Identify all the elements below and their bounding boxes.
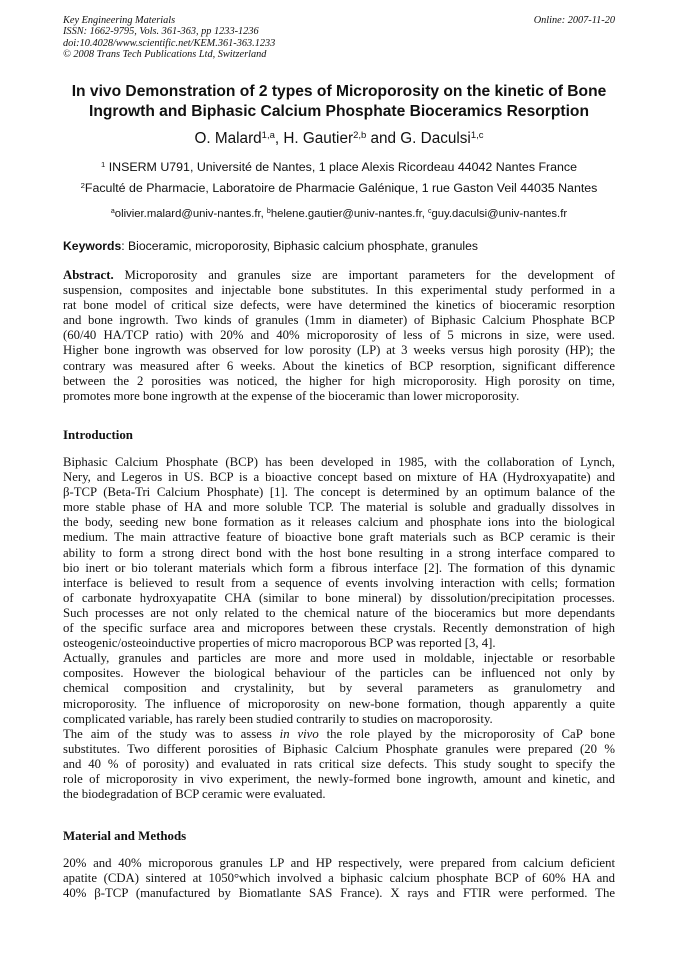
intro-line: more stable phase of HA and more soluble TCP. The material is soluble and gradually dissolves in <box>63 500 615 515</box>
intro-line <box>63 727 615 742</box>
intro-line: of the specific surface area and micropores between these crystals. Recently demonstration of high <box>63 621 615 636</box>
affiliation-2 <box>40 181 638 196</box>
copyright-line: © 2008 Trans Tech Publications Ltd, Switzerland <box>63 49 267 61</box>
email-mark: a <box>110 208 115 216</box>
intro-line: ability to form a strong direct bond with the host bone resulting in a strong interface compared to <box>63 545 615 560</box>
author-affil-mark: 1,a <box>261 129 275 141</box>
aim-text: The aim of the study was to assess <box>63 726 280 741</box>
abstract-line: promotes more bone ingrowth at the expense of the bioceramic than lower microporosity. <box>63 388 520 403</box>
intro-line: medium. The main attractive feature of bioactive bone graft materials such as BCP ceramic is their <box>63 530 615 545</box>
paper-title <box>58 82 620 122</box>
methods-line: apatite (CDA) sintered at 1050°which involved a biphasic calcium phosphate BCP of 60% HA and <box>63 871 615 886</box>
abstract-line: (60/40 HA/TCP ratio) with 20% and 40% microporosity of less of 5 microns in size, were used. <box>63 328 615 343</box>
journal-name: Key Engineering Materials <box>63 15 176 26</box>
abstract-line: rat bone model of critical size defects, were have determined the kinetics of bioceramic resorption <box>63 298 615 313</box>
intro-line: osteogenic/osteoinductive properties of micro macroporous BCP was reported [3, 4]. <box>63 636 496 651</box>
intro-line: of carbonate hydroxyapatite CHA (similar to bone mineral) by dissolution/precipitation processes. <box>63 590 615 605</box>
author-list <box>40 130 638 148</box>
abstract-line: suspension, composites and injectable bone substitutes. In this experimental study performed in a <box>63 283 615 298</box>
intro-line: role of microporosity in vivo experiment, the newly-formed bone ingrowth, amount and kinetic, and <box>63 771 615 786</box>
online-date: Online: 2007-11-20 <box>533 15 615 26</box>
intro-line: chemical composition and crystalinity, but by several parameters as granulometry and <box>63 681 615 696</box>
abstract <box>63 268 615 404</box>
section-heading-methods: Material and Methods <box>63 829 187 843</box>
aim-italic: in vivo <box>279 726 319 741</box>
abstract-text: Microporosity and granules size are important parameters for the development of <box>113 268 615 282</box>
author-emails <box>40 207 638 221</box>
affil-mark: 1 <box>100 159 106 169</box>
keywords <box>63 239 623 254</box>
abstract-line <box>63 268 615 283</box>
aim-text-rest: the role played by the microporosity of CaP bone <box>318 726 615 741</box>
author-separator: , <box>274 130 284 147</box>
intro-line: complicated variable, has rarely been studied contrarily to studies on macroporosity. <box>63 711 493 726</box>
email-address: guy.daculsi@univ-nantes.fr <box>431 208 568 220</box>
issn-line: ISSN: 1662-9795, Vols. 361-363, pp 1233-1236 <box>63 26 259 38</box>
intro-line: and 40 % of porosity) and evaluated in rats critical size defects. This study sought to specify the <box>63 756 615 771</box>
intro-line: Nery, and Legeros in US. BCP is a bioactive concept based on mixture of HA (Hydroxyapatite) and <box>63 470 615 485</box>
journal-header <box>63 15 615 61</box>
author-name: G. Daculsi <box>400 130 471 147</box>
intro-line: Such processes are not only related to the chemical nature of the bioceramics but more dependants <box>63 605 615 620</box>
author-affil-mark: 1,c <box>470 129 484 141</box>
intro-line: Biphasic Calcium Phosphate (BCP) has been developed in 1985, with the collaboration of Lynch, <box>63 455 615 469</box>
methods-line: 40% β-TCP (manufactured by Biomatlante SAS France). X rays and FTIR were performed. The <box>63 886 615 901</box>
author-name: O. Malard <box>194 130 262 147</box>
author-name: H. Gautier <box>283 130 354 147</box>
title-line: Ingrowth and Biphasic Calcium Phosphate Bioceramics Resorption <box>89 103 589 120</box>
keywords-label: Keywords <box>63 239 122 253</box>
author-separator: and <box>366 130 401 147</box>
intro-line: composites. However the biological behaviour of the particles can be influenced not only by <box>63 666 615 681</box>
email-mark: b <box>266 208 271 216</box>
affil-text: INSERM U791, Université de Nantes, 1 place Alexis Ricordeau 44042 Nantes France <box>105 160 578 174</box>
title-line: In vivo Demonstration of 2 types of Microporosity on the kinetic of Bone <box>71 83 607 100</box>
introduction-body <box>63 455 615 802</box>
abstract-label: Abstract. <box>63 268 114 282</box>
abstract-line: and bone ingrowth. Two kinds of granules (1mm in diameter) of Biphasic Calcium Phosphate BCP <box>63 313 615 328</box>
abstract-line: between the 2 porosities was noticed, the higher for high microporosity. High porosity on time, <box>63 373 615 388</box>
email-address: helene.gautier@univ-nantes.fr, <box>270 208 428 220</box>
abstract-line: Higher bone ingrowth was observed for low porosity (LP) at 3 weeks versus high porosity (HP); the <box>63 343 615 358</box>
intro-line: the biodegradation of BCP ceramic were evaluated. <box>63 787 326 802</box>
intro-line: interface is believed to result from a sequence of events involving interaction with cells; formation <box>63 575 615 590</box>
email-address: olivier.malard@univ-nantes.fr, <box>114 208 267 220</box>
intro-line: the body, seeding new bone formation as it releases calcium and phosphate ions into the biological <box>63 515 615 530</box>
author-affil-mark: 2,b <box>353 129 367 141</box>
keywords-text: : Bioceramic, microporosity, Biphasic calcium phosphate, granules <box>121 239 479 253</box>
affiliation-1 <box>40 160 638 175</box>
section-heading-introduction: Introduction <box>63 428 133 442</box>
email-mark: c <box>428 208 432 216</box>
affil-text: Faculté de Pharmacie, Laboratoire de Pharmacie Galénique, 1 rue Gaston Veil 44035 Nantes <box>84 181 598 195</box>
intro-line: microporosity. The influence of microporosity on new-bone formation, though apparently a quite <box>63 696 615 711</box>
doi-line: doi:10.4028/www.scientific.net/KEM.361-363.1233 <box>63 37 276 49</box>
intro-line: Actually, granules and particles are more and more used in moldable, injectable or resorbable <box>63 651 615 666</box>
abstract-line: contrary was measured after 6 weeks. About the kinetics of BCP resorption, significant difference <box>63 358 615 373</box>
intro-line: β-TCP (Beta-Tri Calcium Phosphate) [1]. The concept is determined by an optimum balance of the <box>63 485 615 500</box>
affil-mark: 2 <box>80 180 85 190</box>
methods-line: 20% and 40% microporous granules LP and HP respectively, were prepared from calcium deficient <box>63 856 615 870</box>
intro-line: bio inert or bio tolerant materials which form a fibrous interface [2]. The formation of this dynamic <box>63 560 615 575</box>
intro-line: substitutes. Two different porosities of Biphasic Calcium Phosphate granules were prepared (20 % <box>63 741 615 756</box>
methods-body <box>63 856 615 901</box>
